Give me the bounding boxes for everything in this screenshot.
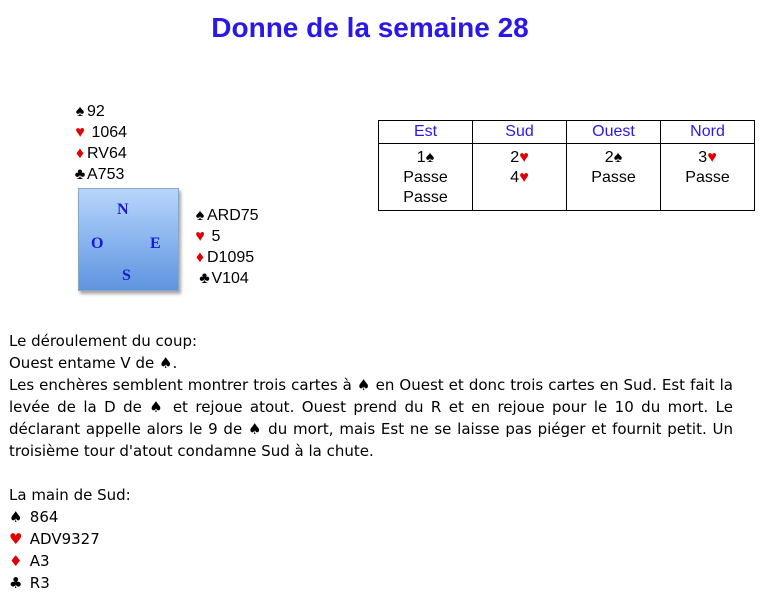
club-icon: ♣: [74, 166, 86, 183]
bid: [661, 148, 754, 168]
narrative-heading: Le déroulement du coup:: [9, 332, 198, 350]
bid-level: 3: [698, 149, 708, 166]
bid: [473, 168, 566, 188]
heart-icon: ♥: [519, 169, 529, 186]
south-clubs-cards: R3: [29, 574, 50, 592]
east-clubs-cards: V104: [211, 270, 249, 287]
spade-icon: ♠: [75, 103, 85, 120]
bidding-header-ouest: Ouest: [567, 121, 661, 144]
heart-icon: ♥: [519, 149, 529, 166]
bid-level: 2: [510, 149, 520, 166]
east-hand: [193, 205, 259, 289]
east-spades: [193, 205, 259, 226]
spade-icon: ♠: [613, 149, 623, 166]
spade-icon: ♠: [9, 508, 23, 526]
bid: Passe: [591, 169, 636, 186]
north-diamonds: [73, 143, 127, 164]
narrative-text: en Ouest et donc trois cartes en Sud. Est fait la levée de la D de: [9, 376, 733, 416]
spade-icon: ♠: [425, 149, 435, 166]
east-clubs: [193, 268, 259, 289]
south-spades: [9, 506, 733, 528]
bidding-column-sud: [473, 144, 567, 211]
bidding-header-sud: Sud: [473, 121, 567, 144]
diamond-icon: ♦: [195, 249, 205, 266]
spade-icon: ♠: [356, 376, 371, 394]
narrative-text: Les enchères semblent montrer trois cartes à: [9, 376, 357, 394]
bidding-header-nord: Nord: [661, 121, 755, 144]
bid: [567, 148, 660, 168]
narrative-section: [9, 330, 733, 594]
bidding-row: [379, 144, 755, 211]
compass-west-label: O: [91, 235, 104, 252]
north-hearts: [73, 122, 127, 143]
spade-icon: ♠: [195, 207, 205, 224]
east-hearts: [193, 226, 259, 247]
compass-east-label: E: [150, 235, 161, 252]
bid-level: 1: [416, 149, 426, 166]
north-clubs: [73, 164, 127, 185]
heart-icon: ♥: [75, 124, 85, 141]
north-spades: [73, 101, 127, 122]
north-diamonds-cards: RV64: [87, 145, 127, 162]
narrative-lead: [9, 352, 733, 374]
heart-icon: ♥: [707, 149, 717, 166]
spade-icon: ♠: [158, 354, 173, 372]
lead-text: Ouest entame V de: [9, 354, 159, 372]
east-diamonds: [193, 247, 259, 268]
compass-box: [78, 188, 179, 291]
heart-icon: ♥: [9, 530, 23, 548]
narrative-text: et rejoue atout. Ouest prend du R et en rejoue pour le 10 du mort. Le déclarant appelle alors le 9 de: [9, 398, 733, 438]
spade-icon: ♠: [247, 420, 263, 438]
bid: [379, 148, 472, 168]
bidding-header-est: Est: [379, 121, 473, 144]
lead-text-end: .: [172, 354, 178, 372]
east-hearts-cards: 5: [211, 228, 221, 245]
bidding-column-ouest: [567, 144, 661, 211]
club-icon: ♣: [9, 574, 23, 592]
south-spades-cards: 864: [29, 508, 59, 526]
compass-north-label: N: [117, 201, 129, 218]
bid: Passe: [403, 189, 448, 206]
club-icon: ♣: [199, 270, 210, 287]
north-spades-cards: 92: [87, 103, 105, 120]
bidding-header-row: [379, 121, 755, 144]
diamond-icon: ♦: [75, 145, 85, 162]
south-clubs: [9, 572, 733, 594]
north-hearts-cards: 1064: [91, 124, 128, 141]
diamond-icon: ♦: [9, 552, 23, 570]
south-hearts: [9, 528, 733, 550]
narrative-paragraph: [9, 374, 733, 462]
south-diamonds: [9, 550, 733, 572]
east-spades-cards: ARD75: [207, 207, 259, 224]
bid: Passe: [685, 169, 730, 186]
south-hand-heading: La main de Sud:: [9, 486, 131, 504]
compass-south-label: S: [122, 267, 131, 284]
north-clubs-cards: A753: [87, 166, 125, 183]
bid: Passe: [403, 169, 448, 186]
page-title: Donne de la semaine 28: [211, 12, 529, 43]
bid: [473, 148, 566, 168]
south-hand: [9, 484, 733, 594]
spade-icon: ♠: [149, 398, 166, 416]
bid-level: 2: [604, 149, 614, 166]
south-hearts-cards: ADV9327: [29, 530, 100, 548]
bidding-column-est: [379, 144, 473, 211]
narrative-text: du mort, mais Est ne se laisse pas piéger et fournit petit. Un troisième tour d'atout condamne Sud à la chute.: [9, 420, 733, 460]
bidding-column-nord: [661, 144, 755, 211]
south-diamonds-cards: A3: [29, 552, 50, 570]
north-hand: [73, 101, 127, 185]
east-diamonds-cards: D1095: [207, 249, 255, 266]
bidding-table: [378, 120, 755, 211]
bid-level: 4: [510, 169, 520, 186]
heart-icon: ♥: [195, 228, 205, 245]
